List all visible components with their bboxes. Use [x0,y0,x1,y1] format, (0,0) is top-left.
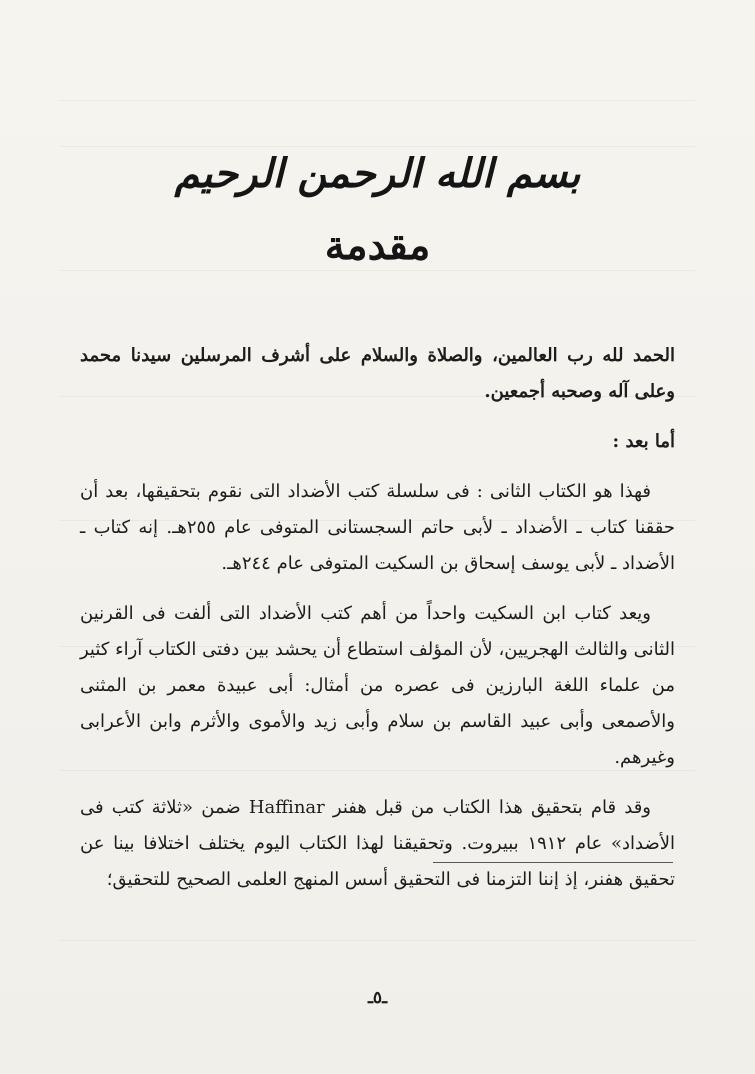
paragraph: وقد قام بتحقيق هذا الكتاب من قبل هفنر Haffinar ضمن «ثلاثة كتب فى الأضداد» عام ١٩١٢ ببيروت. وتحقيقنا لهذا الكتاب اليوم يختلف اختلافا بينا عن تحقيق هفنر، إذ إننا التزمنا فى التحقيق أسس المنهج العلمى الصحيح للتحقيق؛ [80,797,675,890]
paragraph: فهذا هو الكتاب الثانى : فى سلسلة كتب الأضداد التى نقوم بتحقيقها، بعد أن حققنا كتاب ـ الأضداد ـ لأبى حاتم السجستانى المتوفى عام ٢٥٥هـ. إنه كتاب ـ الأضداد ـ لأبى يوسف إسحاق بن السكيت المتوفى عام ٢٤٤هـ. [80,481,675,574]
paragraph-amma-baad: أما بعد : [612,431,675,452]
bleed-through-line [60,146,695,147]
footnote-divider [433,862,673,863]
paragraph: ويعد كتاب ابن السكيت واحداً من أهم كتب الأضداد التى ألفت فى القرنين الثانى والثالث الهجريين، لأن المؤلف استطاع أن يحشد بين دفتى الكتاب آراء كثير من علماء اللغة البارزين فى عصره من أمثال: أبى عبيدة معمر بن المثنى والأصمعى وأبى عبيد القاسم بن سلام وأبى زيد والأموى والأثرم وابن الأعرابى وغيرهم. [80,603,675,768]
page-number: ـ٥ـ [367,988,388,1008]
bleed-through-line [60,270,695,271]
bleed-through-line [60,940,695,941]
basmala-heading: بسم الله الرحمن الرحيم [174,150,581,197]
page-title: مقدمة [324,222,431,269]
body-text [80,338,675,912]
bleed-through-line [60,100,695,101]
paragraph-opening: الحمد لله رب العالمين، والصلاة والسلام على أشرف المرسلين سيدنا محمد وعلى آله وصحبه أجمعين. [80,345,675,402]
